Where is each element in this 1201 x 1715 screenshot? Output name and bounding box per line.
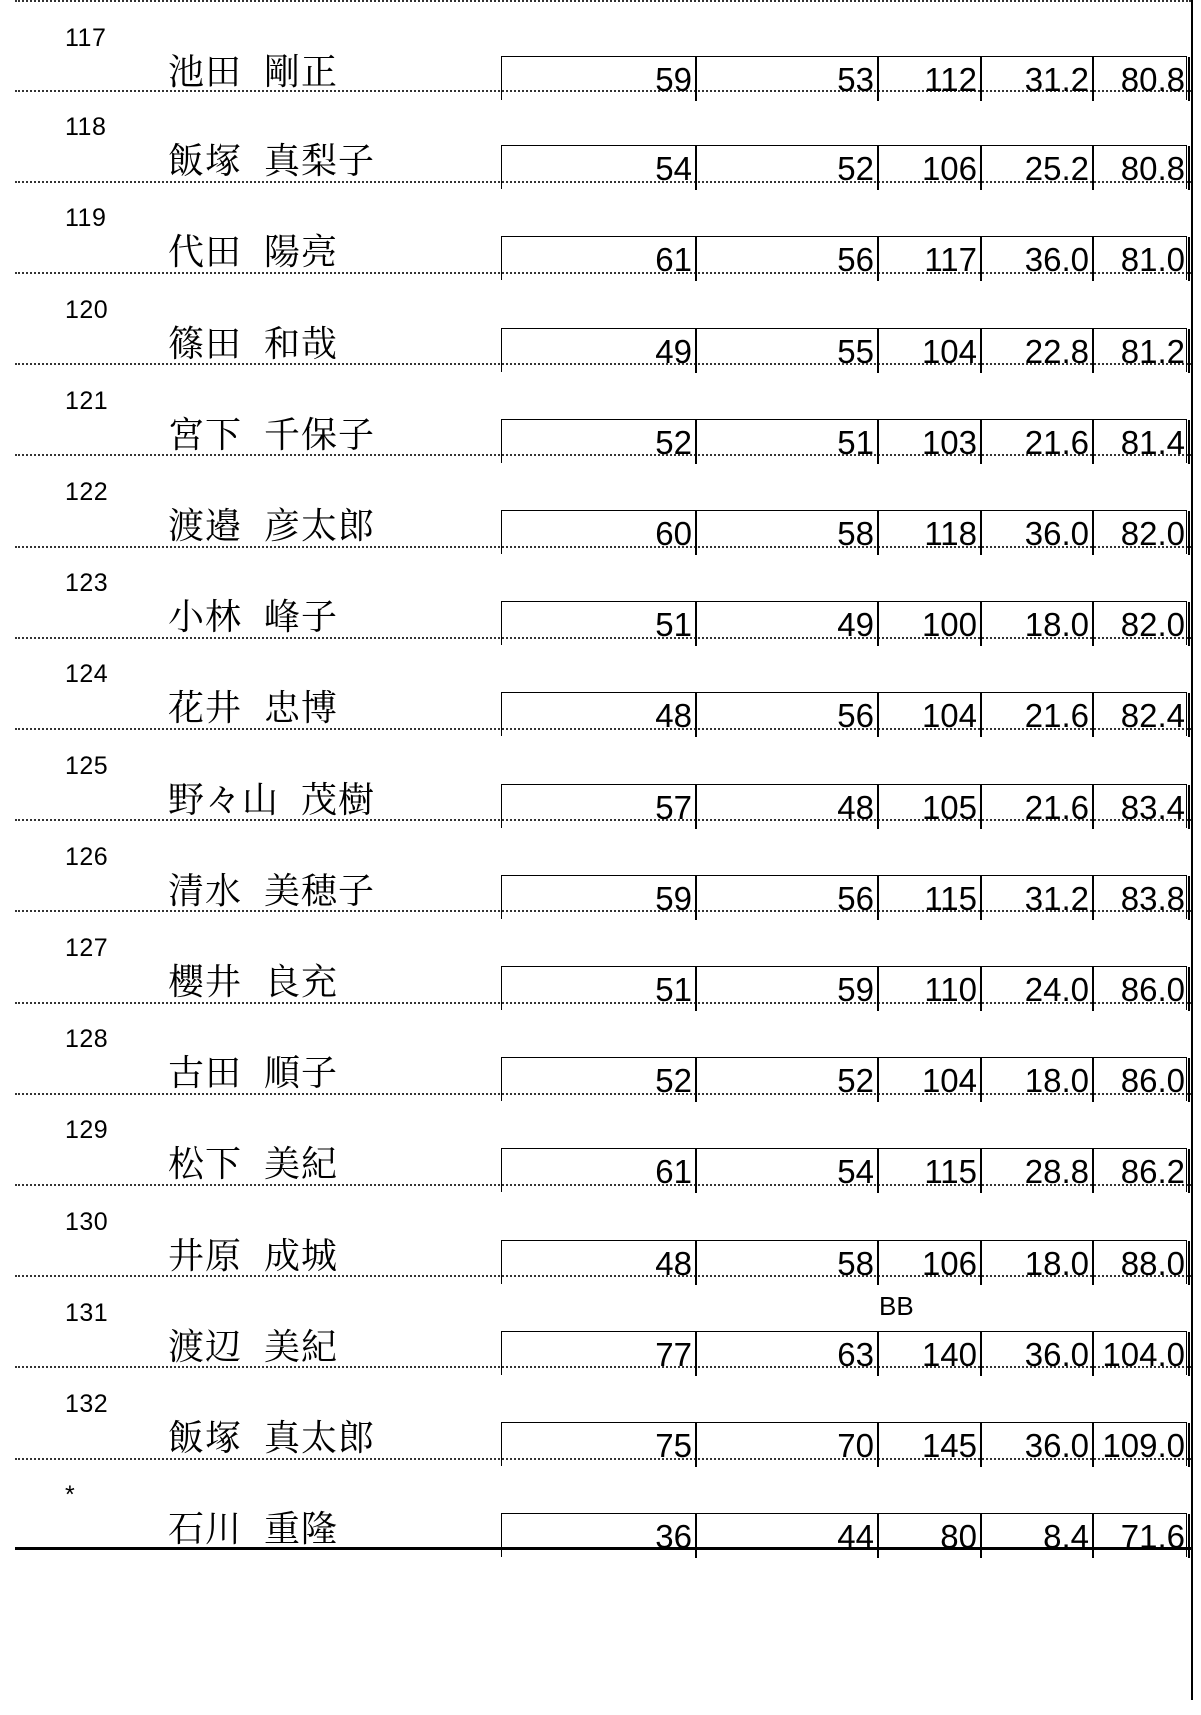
handicap: 22.8 bbox=[982, 329, 1094, 373]
score-gross: 104 bbox=[879, 329, 982, 373]
score-in: 58 bbox=[697, 511, 879, 555]
score-net: 80.8 bbox=[1094, 146, 1190, 190]
player-number: 132 bbox=[65, 1390, 109, 1418]
handicap: 21.6 bbox=[982, 693, 1094, 737]
score-out: 75 bbox=[502, 1423, 697, 1467]
player-name: 篠田 和哉 bbox=[168, 322, 339, 364]
score-in: 59 bbox=[697, 967, 879, 1011]
score-in: 52 bbox=[697, 146, 879, 190]
score-net: 109.0 bbox=[1094, 1423, 1190, 1467]
score-gross: 105 bbox=[879, 785, 982, 829]
score-in: 48 bbox=[697, 785, 879, 829]
player-number: 117 bbox=[65, 24, 107, 52]
score-out: 61 bbox=[502, 237, 697, 281]
score-out: 51 bbox=[502, 967, 697, 1011]
handicap: 18.0 bbox=[982, 1058, 1094, 1102]
player-number: 131 bbox=[65, 1298, 109, 1327]
score-net: 82.0 bbox=[1094, 511, 1190, 555]
score-in: 63 bbox=[697, 1332, 879, 1376]
score-in: 70 bbox=[697, 1423, 879, 1467]
player-number: * bbox=[65, 1481, 76, 1510]
score-out: 52 bbox=[502, 420, 697, 464]
score-net: 81.0 bbox=[1094, 237, 1190, 281]
player-number: 122 bbox=[65, 478, 109, 506]
score-row bbox=[15, 456, 1191, 552]
score-row bbox=[15, 730, 1191, 826]
score-row bbox=[15, 91, 1191, 188]
score-gross: 117 bbox=[879, 237, 982, 281]
score-net: 86.0 bbox=[1094, 1058, 1190, 1102]
player-number: 118 bbox=[65, 113, 107, 142]
player-number: 121 bbox=[65, 386, 109, 415]
handicap: 36.0 bbox=[982, 1423, 1094, 1467]
score-row bbox=[15, 0, 1191, 98]
score-out: 59 bbox=[502, 57, 697, 101]
score-out: 77 bbox=[502, 1332, 697, 1376]
handicap: 25.2 bbox=[982, 146, 1094, 190]
handicap: 18.0 bbox=[982, 602, 1094, 646]
score-gross: 104 bbox=[879, 693, 982, 737]
handicap: 31.2 bbox=[982, 876, 1094, 920]
player-number: 125 bbox=[65, 751, 109, 780]
score-row bbox=[15, 274, 1191, 370]
player-name: 宮下 千保子 bbox=[168, 413, 376, 455]
player-name: 渡辺 美紀 bbox=[168, 1325, 339, 1367]
score-in: 54 bbox=[697, 1149, 879, 1193]
handicap: 24.0 bbox=[982, 967, 1094, 1011]
player-number: 128 bbox=[65, 1025, 109, 1054]
score-gross: 112 bbox=[879, 57, 982, 101]
player-name: 櫻井 良充 bbox=[168, 961, 339, 1002]
score-net: 82.0 bbox=[1094, 602, 1190, 646]
player-name: 飯塚 真梨子 bbox=[168, 140, 376, 182]
score-in: 51 bbox=[697, 420, 879, 464]
score-in: 44 bbox=[697, 1514, 879, 1558]
score-gross: 140 bbox=[879, 1332, 982, 1376]
right-border-line bbox=[1191, 0, 1193, 1700]
player-name: 小林 峰子 bbox=[168, 596, 339, 638]
handicap: 8.4 bbox=[982, 1514, 1094, 1558]
score-cells bbox=[501, 1513, 1187, 1557]
player-name: 石川 重隆 bbox=[168, 1508, 339, 1550]
score-row bbox=[15, 182, 1191, 279]
row-note: BB bbox=[879, 1290, 914, 1321]
player-name: 古田 順子 bbox=[168, 1052, 339, 1094]
player-name: 渡邉 彦太郎 bbox=[168, 505, 376, 546]
score-gross: 118 bbox=[879, 511, 982, 555]
score-out: 60 bbox=[502, 511, 697, 555]
score-gross: 104 bbox=[879, 1058, 982, 1102]
score-in: 55 bbox=[697, 329, 879, 373]
score-in: 53 bbox=[697, 57, 879, 101]
player-number: 123 bbox=[65, 569, 109, 598]
score-row bbox=[15, 1277, 1191, 1373]
player-name: 代田 陽亮 bbox=[168, 231, 339, 273]
score-out: 48 bbox=[502, 1241, 697, 1285]
score-gross: 80 bbox=[879, 1514, 982, 1558]
player-name: 松下 美紀 bbox=[168, 1143, 339, 1185]
score-in: 56 bbox=[697, 693, 879, 737]
score-out: 61 bbox=[502, 1149, 697, 1193]
score-net: 86.0 bbox=[1094, 967, 1190, 1011]
score-gross: 115 bbox=[879, 876, 982, 920]
score-net: 71.6 bbox=[1094, 1514, 1190, 1558]
handicap: 31.2 bbox=[982, 57, 1094, 101]
score-row bbox=[15, 821, 1191, 917]
handicap: 21.6 bbox=[982, 420, 1094, 464]
score-row bbox=[15, 547, 1191, 644]
handicap: 18.0 bbox=[982, 1241, 1094, 1285]
score-net: 81.2 bbox=[1094, 329, 1190, 373]
player-number: 120 bbox=[65, 295, 109, 324]
score-row bbox=[15, 1368, 1191, 1464]
player-name: 花井 忠博 bbox=[168, 687, 339, 729]
score-gross: 100 bbox=[879, 602, 982, 646]
score-out: 36 bbox=[502, 1514, 697, 1558]
score-net: 104.0 bbox=[1094, 1332, 1190, 1376]
score-gross: 106 bbox=[879, 146, 982, 190]
score-net: 80.8 bbox=[1094, 57, 1190, 101]
score-row bbox=[15, 638, 1191, 735]
score-gross: 106 bbox=[879, 1241, 982, 1285]
score-row bbox=[15, 1003, 1191, 1100]
handicap: 21.6 bbox=[982, 785, 1094, 829]
score-in: 56 bbox=[697, 237, 879, 281]
score-gross: 110 bbox=[879, 967, 982, 1011]
player-name: 清水 美穂子 bbox=[168, 869, 376, 911]
score-in: 56 bbox=[697, 876, 879, 920]
player-number: 119 bbox=[65, 204, 107, 233]
score-row bbox=[15, 912, 1191, 1008]
score-net: 82.4 bbox=[1094, 693, 1190, 737]
score-net: 81.4 bbox=[1094, 420, 1190, 464]
score-out: 49 bbox=[502, 329, 697, 373]
score-net: 83.4 bbox=[1094, 785, 1190, 829]
player-number: 129 bbox=[65, 1116, 109, 1145]
score-out: 51 bbox=[502, 602, 697, 646]
player-number: 126 bbox=[65, 842, 109, 871]
player-name: 飯塚 真太郎 bbox=[168, 1417, 376, 1458]
player-name: 井原 成城 bbox=[168, 1234, 339, 1276]
score-gross: 115 bbox=[879, 1149, 982, 1193]
handicap: 36.0 bbox=[982, 237, 1094, 281]
score-gross: 103 bbox=[879, 420, 982, 464]
score-in: 49 bbox=[697, 602, 879, 646]
handicap: 36.0 bbox=[982, 1332, 1094, 1376]
score-row bbox=[15, 1459, 1191, 1556]
player-number: 124 bbox=[65, 660, 109, 689]
score-row bbox=[15, 1186, 1191, 1282]
player-number: 127 bbox=[65, 934, 109, 962]
player-number: 130 bbox=[65, 1207, 109, 1236]
player-name: 池田 剛正 bbox=[168, 51, 339, 92]
score-out: 48 bbox=[502, 693, 697, 737]
score-out: 54 bbox=[502, 146, 697, 190]
score-net: 83.8 bbox=[1094, 876, 1190, 920]
score-gross: 145 bbox=[879, 1423, 982, 1467]
score-net: 88.0 bbox=[1094, 1241, 1190, 1285]
score-out: 59 bbox=[502, 876, 697, 920]
score-out: 57 bbox=[502, 785, 697, 829]
score-row bbox=[15, 365, 1191, 461]
score-out: 52 bbox=[502, 1058, 697, 1102]
score-in: 52 bbox=[697, 1058, 879, 1102]
player-name: 野々山 茂樹 bbox=[168, 778, 376, 820]
score-in: 58 bbox=[697, 1241, 879, 1285]
handicap: 36.0 bbox=[982, 511, 1094, 555]
handicap: 28.8 bbox=[982, 1149, 1094, 1193]
score-row bbox=[15, 1094, 1191, 1191]
score-net: 86.2 bbox=[1094, 1149, 1190, 1193]
